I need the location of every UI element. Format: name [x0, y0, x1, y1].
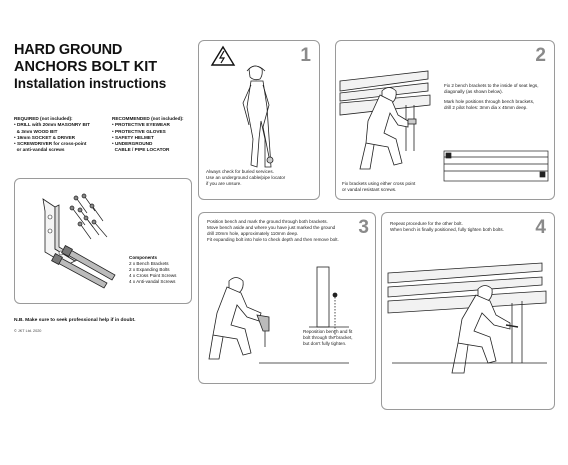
components-item: 2 x Expanding Bolts [129, 267, 170, 272]
step-4-text [390, 221, 540, 233]
step-3-panel [198, 212, 376, 384]
step-2-line: drill 2 pilot holes: 3mm dia x 45mm deep. [444, 105, 528, 110]
required-item: • SCREWDRIVER for cross-point [14, 141, 87, 147]
title-line-3: Installation instructions [14, 76, 167, 91]
step-3-line-b: Reposition bench and fit [303, 329, 353, 334]
title-line-2: ANCHORS BOLT KIT [14, 58, 158, 75]
step-3-text [207, 219, 357, 243]
step-4-line: Repeat procedure for the other bolt. [390, 221, 463, 226]
step-3-line: Move bench aside and where you have just marked the ground [207, 225, 336, 230]
title-line-1: HARD GROUND [14, 42, 123, 58]
step-3-line-b: bolt through the bracket, [303, 335, 353, 340]
step-1-number: 1 [300, 45, 311, 66]
recommended-heading: RECOMMENDED (not included): [112, 116, 184, 121]
step-4-line: When bench is finally positioned, fully tighten both bolts. [390, 227, 504, 232]
step-1-text [206, 169, 285, 187]
required-list [14, 116, 114, 154]
components-heading: Components [129, 255, 158, 260]
step-2-line-b: or vandal resistant screws. [342, 187, 397, 192]
step-4-number: 4 [535, 217, 546, 238]
step-2-line: Mark hole positions through bench brackets, [444, 99, 535, 104]
step-2-line: diagonally (as shown below). [444, 89, 503, 94]
step-2-line: Fix 2 bench brackets to the inside of seat legs, [444, 83, 539, 88]
recommended-item: CABLE / PIPE LOCATOR [112, 147, 170, 153]
copyright: © JKT Ltd. 2020 [14, 329, 42, 333]
components-panel [14, 178, 192, 304]
step-3-text-b [303, 329, 353, 347]
recommended-item: • PROTECTIVE GLOVES [112, 128, 166, 134]
components-item: 2 x Bench Brackets [129, 261, 169, 266]
step-4-panel [381, 212, 555, 410]
step-2-line-b: Fix brackets using either cross point [342, 181, 416, 186]
step-2-number: 2 [535, 45, 546, 66]
step-3-line: drill 20mm hole, approximately 110mm deep. [207, 231, 299, 236]
step-3-line: Fit expanding bolt into hole to check depth and then remove bolt. [207, 237, 339, 242]
required-item: • 19mm SOCKET & DRIVER [14, 134, 76, 140]
components-item: 4 x Cross Point Screws [129, 273, 177, 278]
components-item: 4 x Anti-vandal Screws [129, 279, 176, 284]
recommended-item: • UNDERGROUND [112, 141, 153, 147]
step-1-line: Always check for buried services. [206, 169, 274, 174]
components-list [129, 255, 176, 285]
step-2-text [444, 83, 552, 111]
step-3-line: Position bench and mark the ground through both brackets. [207, 219, 328, 224]
required-item: or anti-vandal screws [14, 147, 65, 153]
required-item: & 3mm WOOD BIT [14, 128, 58, 134]
step-1-line: Use an underground cable/pipe locator [206, 175, 286, 180]
step-1-line: if you are unsure. [206, 181, 242, 186]
step-3-number: 3 [358, 217, 369, 238]
step-4-illustration [382, 213, 554, 409]
step-2-text-b [342, 181, 415, 193]
recommended-item: • PROTECTIVE EYEWEAR [112, 122, 170, 128]
recommended-item: • SAFETY HELMET [112, 134, 154, 140]
step-3-line-b: but don't fully tighten. [303, 341, 347, 346]
step-1-panel [198, 40, 320, 200]
recommended-list [112, 116, 212, 154]
step-2-panel [335, 40, 555, 200]
required-heading: REQUIRED (not included): [14, 116, 73, 121]
required-item: • DRILL with 20mm MASONRY BIT [14, 122, 91, 128]
step-2-illustration [336, 41, 554, 199]
page-title [14, 43, 214, 91]
safety-note: N.B. Make sure to seek professional help if in doubt. [14, 318, 136, 323]
